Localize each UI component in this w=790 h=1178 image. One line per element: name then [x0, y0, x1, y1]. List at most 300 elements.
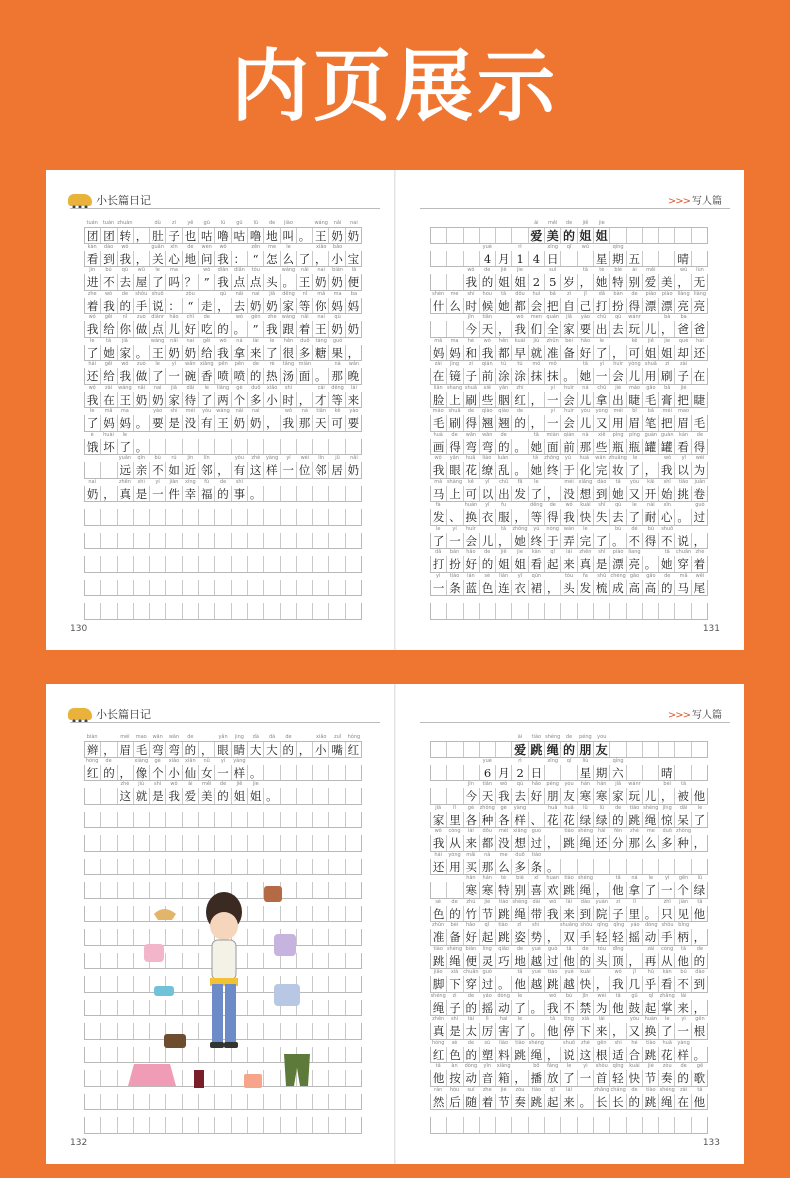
character-cell: 得	[642, 533, 658, 549]
character-cell: 姐	[231, 788, 247, 804]
pinyin-syllable: lán	[467, 572, 475, 579]
character-cell: 奶	[263, 298, 279, 314]
pinyin-syllable: shǒu	[580, 922, 593, 928]
character-cells	[84, 603, 362, 620]
character-cell: 化	[577, 462, 593, 478]
pinyin-syllable	[264, 432, 280, 439]
character-cell	[100, 462, 116, 478]
pinyin-syllable: de	[664, 572, 671, 579]
pinyin-syllable: bèi	[450, 922, 459, 928]
character-cell: 轻	[593, 929, 609, 945]
character-cell: 来	[560, 906, 576, 922]
character-cell: 长	[609, 1094, 625, 1110]
character-cell	[495, 228, 511, 243]
character-cell	[463, 603, 479, 619]
character-cell: 自	[560, 298, 576, 314]
pinyin-syllable	[594, 875, 610, 882]
pinyin-syllable: yīn	[483, 1063, 492, 1069]
character-cell: 一	[674, 1023, 690, 1039]
pinyin-syllable: shéng	[528, 1039, 544, 1046]
character-cell: 过	[528, 835, 544, 851]
pinyin-line	[84, 314, 362, 321]
pinyin-syllable: gū	[236, 220, 243, 226]
character-cell: 准	[432, 930, 445, 944]
character-cell	[479, 742, 495, 757]
pinyin-syllable	[528, 596, 544, 603]
character-cell	[328, 533, 344, 549]
character-cell: 我	[658, 462, 674, 478]
character-cells	[84, 462, 362, 479]
character-cell	[296, 788, 312, 804]
pinyin-syllable: yuè	[482, 243, 492, 250]
character-cell: 妈	[117, 415, 133, 431]
character-cell	[198, 603, 214, 619]
pinyin-syllable: dài	[532, 898, 541, 905]
pinyin-syllable	[100, 899, 116, 906]
pinyin-syllable: nai	[317, 267, 326, 273]
character-cell: 2	[528, 274, 544, 290]
pinyin-syllable	[659, 758, 675, 765]
character-cell: 辫	[86, 743, 99, 757]
pinyin-syllable: huìr	[564, 408, 574, 414]
character-cell: 奶	[86, 486, 99, 501]
character-cell: 得	[691, 439, 707, 455]
pinyin-syllable: sù	[484, 1039, 491, 1046]
pinyin-syllable: zī	[517, 922, 522, 928]
pinyin-line	[430, 479, 708, 486]
pinyin-line	[84, 291, 362, 298]
pinyin-syllable	[346, 993, 362, 1000]
character-cell: 妆	[609, 462, 625, 478]
pinyin-syllable: hǎo	[531, 781, 541, 787]
grid-row	[84, 758, 362, 782]
pinyin-syllable	[329, 875, 345, 882]
pinyin-syllable: qīng	[612, 1063, 624, 1069]
grid-row	[430, 291, 708, 315]
pinyin-syllable: měi	[548, 220, 558, 226]
pinyin-syllable: ba	[350, 290, 358, 297]
character-cell: 好	[463, 556, 479, 572]
pinyin-syllable	[675, 596, 691, 603]
pinyin-syllable	[610, 220, 626, 227]
page-left	[46, 170, 394, 650]
character-cell: 他	[691, 788, 707, 804]
pinyin-syllable: tóu	[251, 267, 260, 273]
character-cell: 绳	[544, 742, 560, 757]
character-cells	[430, 439, 708, 456]
character-cell	[328, 1070, 344, 1086]
character-cell: 笔	[642, 415, 658, 431]
character-cell: 寒	[593, 788, 609, 804]
character-cell: 画	[432, 439, 445, 454]
character-cell: 。	[247, 486, 263, 502]
pinyin-syllable	[100, 734, 116, 741]
pinyin-syllable: jǐ	[633, 969, 636, 975]
character-cell	[85, 1094, 100, 1110]
pinyin-syllable: yǐ	[681, 455, 686, 461]
pinyin-syllable: wǒ	[483, 337, 491, 344]
pinyin-syllable: wǒ	[88, 384, 96, 391]
pinyin-syllable: yào	[349, 408, 359, 414]
pinyin-syllable	[264, 267, 280, 274]
pinyin-syllable: ma	[450, 337, 459, 344]
pinyin-syllable	[280, 479, 296, 486]
character-cell: 奶	[345, 462, 361, 478]
pinyin-syllable	[248, 479, 264, 486]
pinyin-syllable	[479, 734, 495, 741]
character-cells	[84, 788, 362, 805]
character-cell: 脚	[432, 977, 445, 991]
pinyin-syllable	[84, 828, 100, 835]
character-cells	[430, 812, 708, 829]
pinyin-syllable	[297, 573, 313, 580]
character-cell: 岁	[560, 274, 576, 290]
pinyin-syllable: chuān	[463, 969, 479, 975]
pinyin-syllable	[446, 758, 462, 765]
character-cell	[85, 1047, 100, 1063]
writing-grid	[84, 220, 362, 620]
character-cell	[247, 835, 263, 851]
character-cell: 裙	[528, 580, 544, 596]
pinyin-syllable	[659, 267, 675, 274]
pinyin-syllable: tā	[533, 455, 539, 461]
character-cell: 拿	[593, 392, 609, 408]
pinyin-line	[84, 781, 362, 788]
pinyin-syllable: jīn	[467, 781, 474, 787]
character-cells	[430, 976, 708, 993]
character-cell: 拿	[626, 882, 642, 898]
character-cells	[430, 580, 708, 597]
character-cell	[165, 509, 181, 525]
pinyin-syllable: wǎn	[185, 361, 196, 367]
character-cell: 关	[149, 251, 165, 267]
character-cell: 我	[165, 788, 181, 804]
character-cells	[430, 1094, 708, 1111]
pinyin-syllable	[199, 828, 215, 835]
pinyin-syllable: fú	[204, 478, 210, 485]
pinyin-syllable	[329, 993, 345, 1000]
pinyin-syllable: wǒ	[121, 243, 129, 250]
pinyin-syllable: píng	[612, 431, 624, 438]
grid-row	[430, 573, 708, 597]
character-cell: 不	[560, 1000, 576, 1016]
character-cell: 我	[544, 906, 560, 922]
pinyin-syllable: bù	[647, 525, 655, 532]
pinyin-syllable: lián	[499, 572, 509, 579]
character-cell: 越	[528, 976, 544, 992]
pinyin-syllable: yí	[550, 384, 555, 391]
pinyin-syllable: shéng	[446, 945, 463, 952]
pinyin-syllable	[215, 432, 231, 439]
pinyin-syllable: kuài	[580, 969, 591, 975]
pinyin-syllable	[528, 1016, 544, 1023]
pinyin-syllable: gēn	[597, 1039, 607, 1046]
grid-row	[430, 338, 708, 362]
character-cell: 于	[544, 533, 560, 549]
character-cell: 我	[280, 415, 296, 431]
character-cell	[182, 835, 198, 851]
pinyin-syllable: yú	[564, 455, 572, 461]
pinyin-syllable: qù	[516, 781, 524, 787]
pinyin-syllable	[577, 1110, 593, 1117]
character-cell: ，	[593, 976, 609, 992]
pinyin-syllable	[626, 946, 642, 953]
pinyin-line	[84, 573, 362, 580]
pinyin-line	[430, 781, 708, 788]
pinyin-syllable: qù	[614, 502, 622, 508]
character-cell: 好	[463, 929, 479, 945]
pinyin-syllable: juǎn	[694, 478, 706, 485]
character-cell: 了	[149, 368, 165, 384]
pinyin-syllable: chéng	[610, 572, 626, 579]
pinyin-syllable	[561, 1110, 577, 1117]
character-cell: 了	[198, 392, 214, 408]
character-cell: 给	[100, 368, 116, 384]
pinyin-syllable: zhe	[482, 1086, 492, 1093]
pinyin-syllable: nai	[317, 314, 326, 320]
character-cell: 爸	[691, 321, 707, 337]
character-cell: 那	[479, 859, 495, 875]
character-cell: 按	[446, 1070, 462, 1086]
character-cell: ，	[198, 742, 214, 757]
character-cells	[430, 486, 708, 503]
character-cell: 件	[165, 486, 181, 502]
character-cell: 准	[544, 345, 560, 361]
pinyin-syllable: ná	[236, 337, 243, 344]
pinyin-syllable	[430, 220, 446, 227]
character-cell	[446, 228, 462, 243]
pinyin-syllable: zhuàn	[117, 220, 133, 226]
pinyin-syllable: yòng	[628, 361, 641, 367]
character-cell: 可	[463, 486, 479, 502]
pinyin-syllable: píng	[629, 431, 640, 438]
pinyin-line	[430, 993, 708, 1000]
pinyin-syllable	[346, 758, 362, 765]
character-cell	[495, 742, 511, 757]
pinyin-syllable: zhe	[267, 314, 277, 320]
pinyin-syllable	[545, 573, 561, 580]
pinyin-syllable: ài	[517, 734, 523, 740]
pinyin-syllable	[577, 852, 593, 859]
character-cell: 叫	[280, 228, 296, 243]
pinyin-syllable: de	[467, 992, 475, 999]
pinyin-syllable: pēn	[218, 361, 228, 367]
character-cell	[544, 1117, 560, 1133]
character-cell: 去	[609, 321, 625, 337]
pinyin-syllable: tā	[501, 290, 507, 297]
pinyin-syllable	[100, 1087, 116, 1094]
character-cell: 快	[626, 1070, 642, 1086]
pinyin-syllable: mǒ	[548, 361, 557, 367]
character-cell: 跟	[280, 321, 296, 337]
banner	[0, 0, 790, 160]
pinyin-syllable: bàn	[613, 290, 623, 297]
pinyin-syllable: zi	[665, 361, 670, 367]
character-cell: 了	[528, 486, 544, 502]
pinyin-syllable	[84, 781, 100, 788]
character-cell	[345, 556, 361, 572]
character-cell: 4	[479, 251, 495, 267]
pinyin-syllable: zài	[434, 361, 442, 367]
pinyin-syllable: zǒu	[185, 290, 195, 297]
grid-row	[84, 805, 362, 829]
pinyin-syllable	[692, 1110, 708, 1117]
character-cell	[182, 533, 198, 549]
character-cell: 刷	[463, 392, 479, 408]
character-cell: ，	[117, 765, 133, 781]
character-cell	[296, 859, 312, 875]
pinyin-syllable: lái	[467, 828, 474, 834]
pinyin-syllable: de	[565, 220, 573, 226]
character-cell	[328, 439, 344, 455]
grid-row	[84, 549, 362, 573]
character-cells	[84, 533, 362, 550]
character-cell: 睫	[626, 392, 642, 408]
character-cell: 绿	[593, 812, 609, 828]
pinyin-syllable: tuán	[102, 220, 115, 226]
character-cell	[312, 439, 328, 455]
pinyin-syllable: xiǎo	[315, 734, 327, 740]
pinyin-syllable	[297, 852, 313, 859]
pinyin-syllable: liào	[499, 1039, 509, 1046]
pinyin-syllable	[215, 573, 231, 580]
character-cell: ，	[528, 392, 544, 408]
section-header	[668, 192, 722, 207]
pinyin-syllable: tóu	[597, 945, 606, 952]
pinyin-line	[84, 526, 362, 533]
pinyin-syllable: tā	[550, 1016, 556, 1022]
character-cell: 把	[544, 298, 560, 314]
character-cell: 都	[479, 835, 495, 851]
character-cell: 王	[117, 392, 133, 408]
character-cells	[84, 368, 362, 385]
pinyin-syllable	[297, 479, 313, 486]
character-cell	[85, 1070, 100, 1086]
pinyin-syllable	[643, 244, 659, 251]
character-cell	[85, 1000, 100, 1016]
pinyin-syllable	[495, 596, 511, 603]
character-cell: 王	[214, 415, 230, 431]
character-cell: 动	[642, 929, 658, 945]
pinyin-syllable: quán	[546, 314, 559, 320]
pinyin-syllable: shéng	[577, 875, 594, 881]
character-cell: 后	[446, 1094, 462, 1110]
character-cell: 美	[198, 788, 214, 804]
grid-row	[430, 432, 708, 456]
character-cell: ，	[626, 953, 642, 969]
pinyin-syllable: qián	[563, 431, 575, 438]
character-cell: 为	[691, 462, 707, 478]
pinyin-syllable	[215, 502, 231, 509]
pinyin-syllable: nǎi	[301, 314, 309, 320]
character-cell: 到	[577, 906, 593, 922]
pinyin-syllable: le	[583, 525, 588, 532]
pinyin-syllable: de	[631, 290, 638, 297]
character-cell: “	[247, 251, 263, 267]
character-cell	[85, 509, 100, 525]
pinyin-syllable	[329, 969, 345, 976]
pinyin-syllable: me	[450, 290, 459, 297]
character-cell: ，	[133, 251, 149, 267]
character-cell: 却	[674, 345, 690, 361]
pinyin-syllable	[692, 781, 708, 788]
pinyin-syllable: yí	[452, 525, 457, 532]
character-cell: 大	[247, 742, 263, 757]
character-cell: 条	[446, 580, 462, 596]
pinyin-syllable	[329, 758, 345, 765]
character-cell: 儿	[165, 321, 181, 337]
character-cell: 来	[247, 345, 263, 361]
character-cell	[642, 1117, 658, 1133]
pinyin-syllable: nai	[186, 337, 195, 344]
character-cell	[642, 742, 658, 757]
character-cell: 喜	[528, 882, 544, 898]
pinyin-line	[430, 828, 708, 835]
character-cell: 的	[446, 906, 462, 922]
grid-row	[84, 781, 362, 805]
character-cell	[463, 228, 479, 243]
character-cell	[328, 603, 344, 619]
pinyin-syllable: kuài	[580, 502, 591, 508]
character-cell: 弯	[149, 742, 165, 757]
pinyin-syllable	[545, 852, 561, 859]
character-cell: 近	[182, 462, 198, 478]
character-cell	[312, 765, 328, 781]
pinyin-syllable: tóu	[564, 572, 574, 579]
character-cell: 天	[312, 415, 328, 431]
pinyin-syllable: yǒu	[234, 455, 244, 461]
character-cell: 扮	[609, 298, 625, 314]
pinyin-syllable	[692, 526, 708, 533]
character-cell	[328, 580, 344, 596]
character-cell	[296, 603, 312, 619]
character-cell	[511, 603, 527, 619]
character-cell: 。	[263, 788, 279, 804]
character-cell: ，	[691, 1000, 707, 1016]
pinyin-syllable	[280, 549, 296, 556]
character-cell	[85, 953, 100, 969]
pinyin-syllable: gē	[696, 1063, 704, 1069]
character-cell: 他	[674, 953, 690, 969]
girl-with-clothes-illustration	[124, 874, 324, 1134]
character-cell	[117, 580, 133, 596]
character-cell	[133, 603, 149, 619]
pinyin-syllable	[117, 758, 133, 765]
pinyin-syllable	[100, 946, 116, 953]
pinyin-line	[430, 220, 708, 227]
character-cell: 果	[328, 345, 344, 361]
pinyin-syllable: dào	[103, 243, 114, 250]
character-cell: 快	[577, 509, 593, 525]
character-cell: ”	[247, 321, 263, 337]
character-cell	[691, 742, 707, 757]
character-cell: 的	[577, 953, 593, 969]
character-cell	[214, 603, 230, 619]
pinyin-syllable	[430, 781, 446, 788]
character-cell: 播	[528, 1070, 544, 1086]
diary-logo-text: 小长篇日记	[96, 708, 151, 721]
character-cell: 来	[674, 1000, 690, 1016]
pinyin-syllable	[215, 852, 231, 859]
pinyin-syllable: wánr	[628, 781, 641, 787]
pinyin-syllable	[117, 549, 133, 556]
pinyin-syllable	[84, 455, 100, 462]
character-cell: 发	[577, 580, 593, 596]
character-cell: 了	[593, 345, 609, 361]
character-cell: 节	[479, 906, 495, 922]
character-cell: 是	[133, 486, 149, 502]
pinyin-syllable: fā	[517, 478, 523, 485]
